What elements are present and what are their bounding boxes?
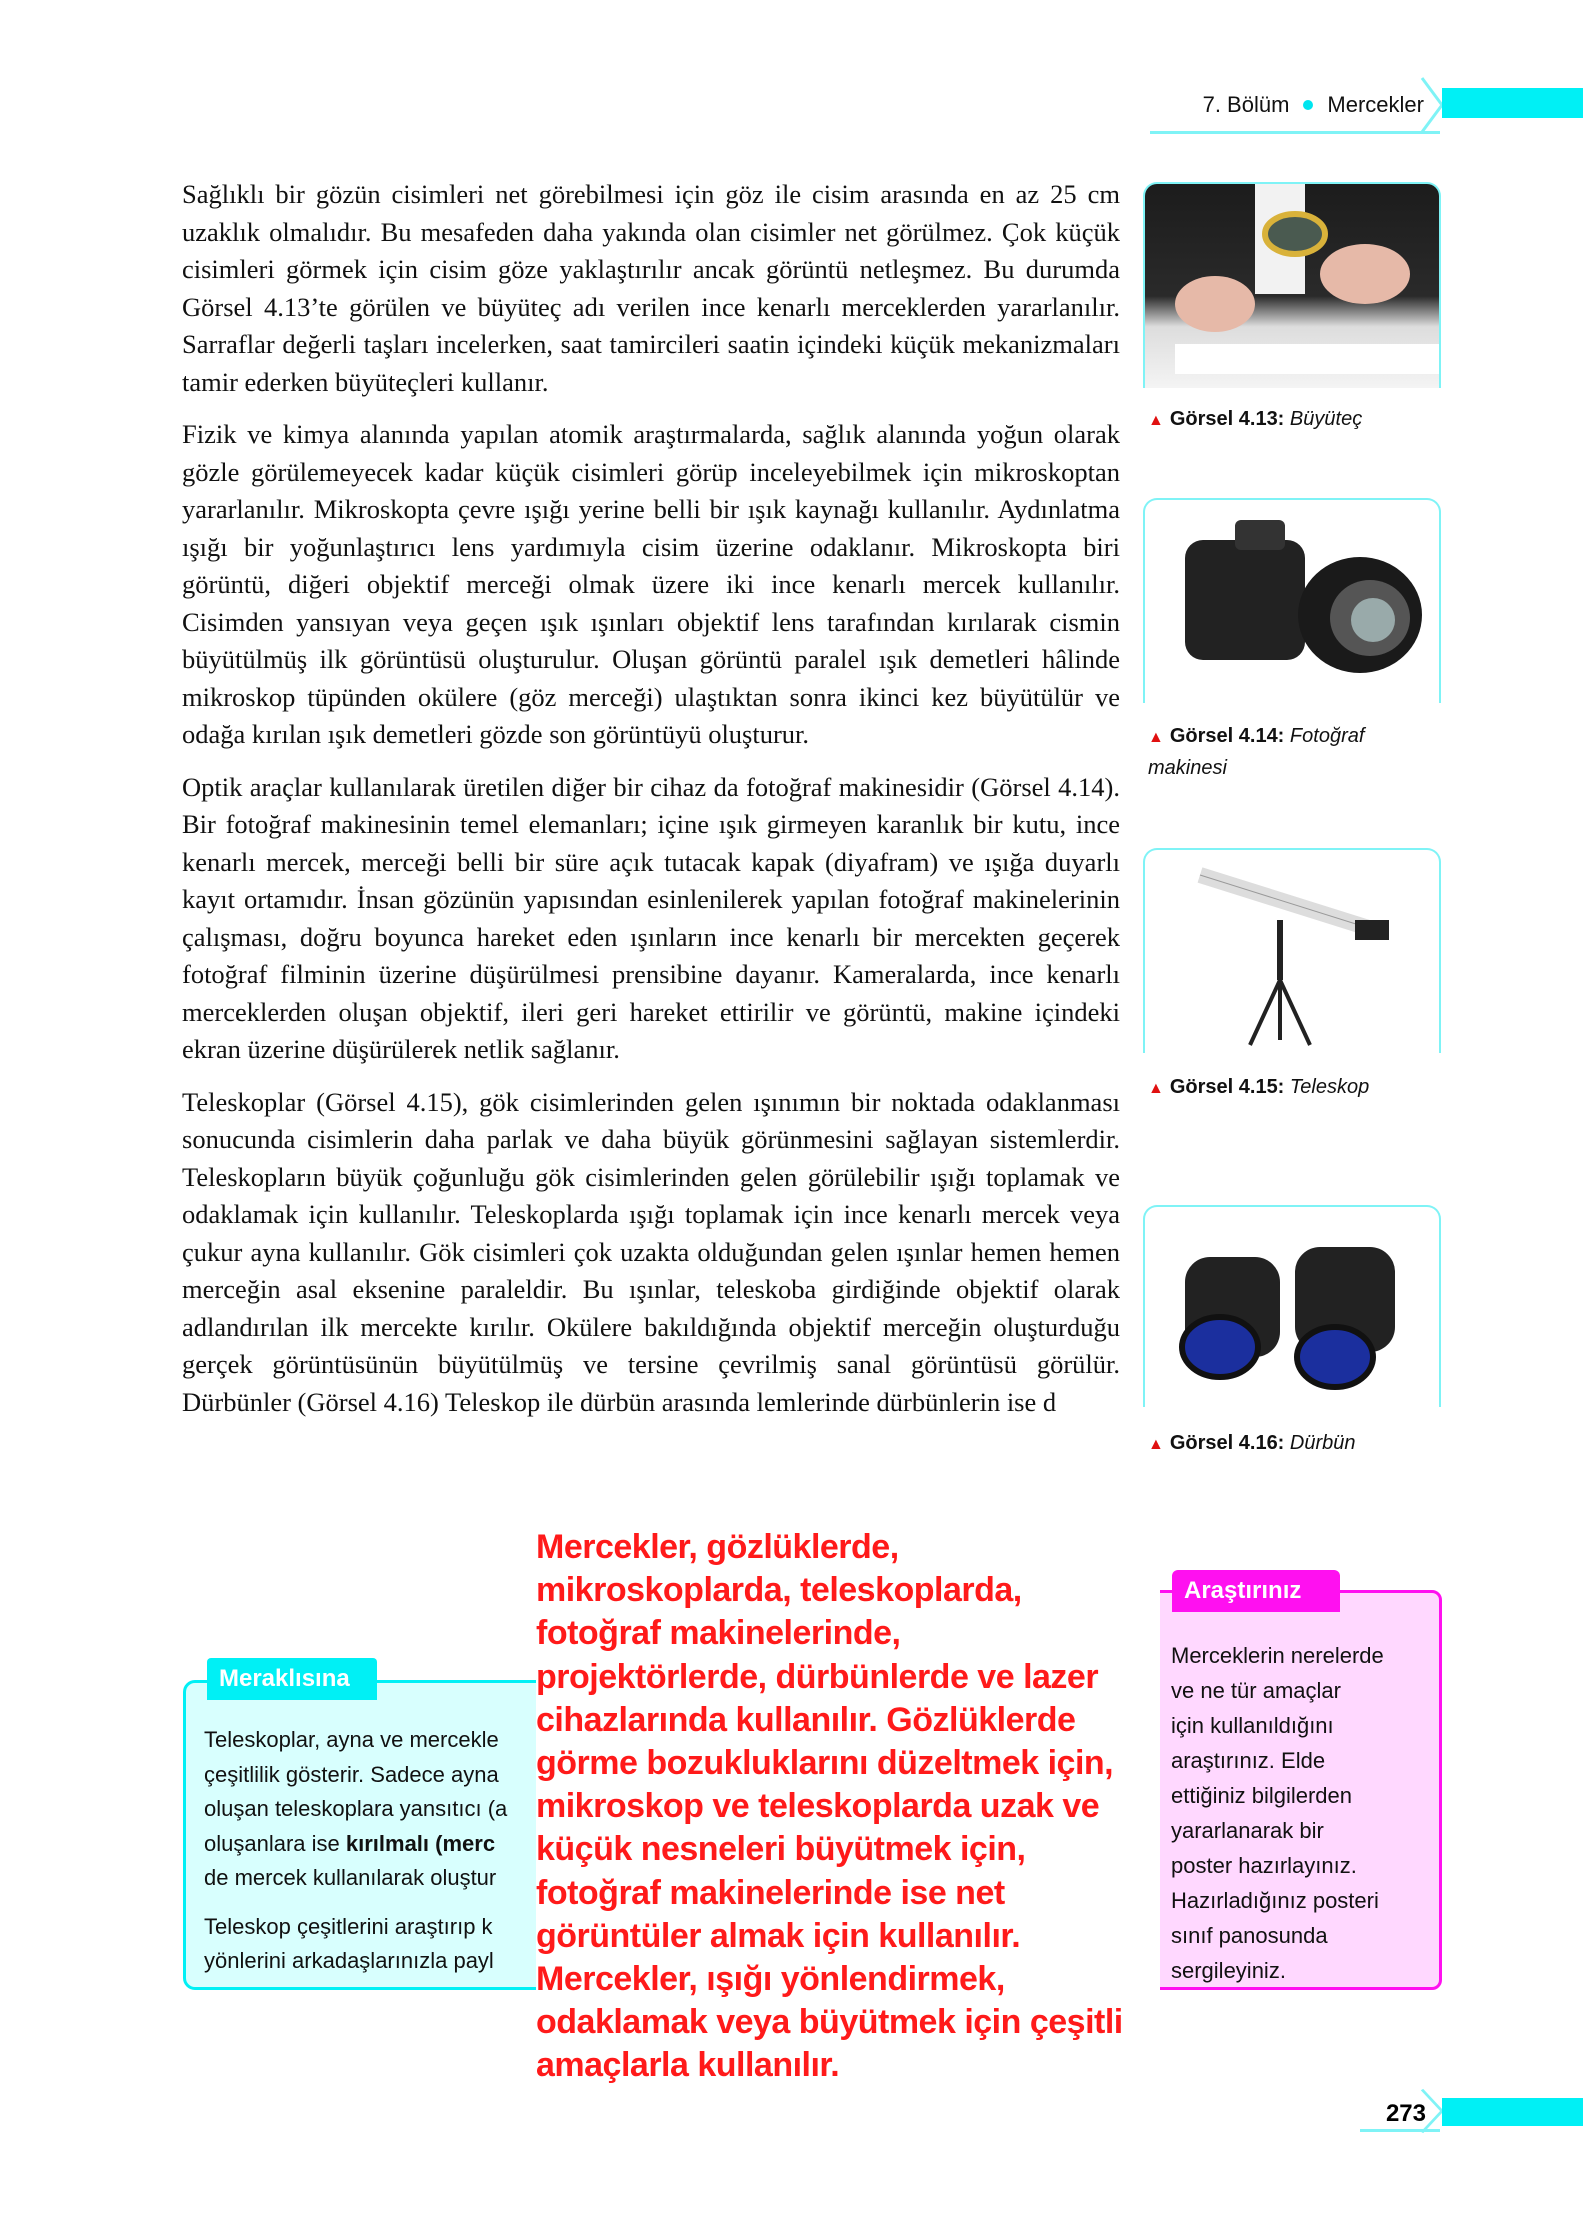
header-accent-bar bbox=[1442, 88, 1583, 118]
box-line: oluşanlara ise kırılmalı (merc bbox=[204, 1830, 496, 1856]
figure-magnifier-image bbox=[1143, 182, 1441, 388]
arastiriniz-box bbox=[1150, 1590, 1442, 1990]
overlay-line: küçük nesneleri büyütmek için, bbox=[536, 1830, 1026, 1869]
box-line: de mercek kullanılarak oluştur bbox=[204, 1865, 497, 1890]
paragraph: Optik araçlar kullanılarak üretilen diğer bir cihaz da fotoğraf makinesidir (Görsel 4.14). Bir fotoğraf makinesinin temel elemanları; içine ışık girmeyen karanlık bir kutu, ince kenarlı mercek, merceği belli bir süre açık tutacak kapak (diyafram) ve ışığa duyarlı kayıt ortamıdır. İnsan gözünün yapısından esinlenilerek yapılan fotoğraf makinelerinin çalışması, doğru boyunca hareket eden ışınların ince kenarlı bir mercekten geçerek fotoğraf filminin üzerine düşürülmesi prensibine dayanır. Kameralarda, ince kenarlı merceklerden oluşan objektif, ileri geri hareket ettirilir ve görüntü, makine içindeki ekran üzerine düşürülerek netlik sağlanır. bbox=[182, 771, 1120, 1064]
overlay-line: projektörlerde, dürbünlerde ve lazer bbox=[536, 1657, 1099, 1696]
box-line: ettiğiniz bilgilerden bbox=[1171, 1783, 1352, 1808]
chapter-header bbox=[1150, 78, 1440, 134]
figure-caption: ▲ Görsel 4.14: Fotoğraf makinesi bbox=[1148, 725, 1365, 779]
triangle-icon: ▲ bbox=[1148, 1436, 1164, 1453]
box-line: yararlanarak bir bbox=[1171, 1818, 1324, 1843]
box-line: Teleskop çeşitlerini araştırıp k bbox=[204, 1913, 493, 1939]
triangle-icon: ▲ bbox=[1148, 1080, 1164, 1097]
box-line: Merceklerin nerelerde bbox=[1171, 1643, 1384, 1668]
magnifier-icon bbox=[1145, 184, 1441, 388]
overlay-line: görüntüler almak için kullanılır. bbox=[536, 1916, 1021, 1955]
box-line: ve ne tür amaçlar bbox=[1171, 1678, 1341, 1703]
figure-caption: ▲ Görsel 4.15: Teleskop bbox=[1148, 1076, 1370, 1098]
box-line: sergileyiniz. bbox=[1171, 1958, 1286, 1983]
telescope-icon bbox=[1145, 850, 1441, 1053]
camera-icon bbox=[1145, 500, 1441, 703]
triangle-icon: ▲ bbox=[1148, 412, 1164, 429]
overlay-line: Mercekler, gözlüklerde, bbox=[536, 1528, 899, 1566]
box-line: oluşan teleskoplara yansıtıcı (a bbox=[204, 1796, 508, 1821]
box-line: poster hazırlayınız. bbox=[1171, 1853, 1357, 1878]
overlay-line: odaklamak veya büyütmek için çeşitli bbox=[536, 2003, 1123, 2042]
overlay-line: görme bozukluklarını düzeltmek için, bbox=[536, 1744, 1114, 1783]
summary-overlay bbox=[536, 1526, 1160, 2096]
box-line: Teleskoplar, ayna ve mercekle bbox=[204, 1727, 499, 1752]
footer-accent-bar bbox=[1442, 2098, 1583, 2126]
figure-binoculars-image bbox=[1143, 1205, 1441, 1407]
figure-caption: ▲ Görsel 4.16: Dürbün bbox=[1148, 1432, 1356, 1454]
figure-camera-image bbox=[1143, 498, 1441, 703]
page-number: 273 bbox=[1360, 2096, 1440, 2132]
paragraph: Fizik ve kimya alanında yapılan atomik araştırmalarda, sağlık alanında yoğun olarak gözle görülemeyecek kadar küçük cisimleri görüp inceleyebilmek için mikroskoptan yararlanılır. Mikroskopta çevre ışığı yerine belli bir ışık kaynağı kullanılır. Aydınlatma ışığı bir yoğunlaştırıcı lens yardımıyla cisim üzerine odaklanır. Mikroskopta biri görüntü, diğeri objektif merceği olmak üzere iki ince kenarlı mercek kullanılır. Cisimden yansıyan veya geçen ışık ışınları objektif lens tarafından kırılarak cismin büyütülmüş ilk görüntüsü oluşturulur. Oluşan görüntü paralel ışık demetleri hâlinde mikroskop tüpünden okülere (göz merceği) ulaştıktan sonra ikinci kez büyütülür ve odağa kırılan ışık demetleri gözde son görüntüyü oluşturur. bbox=[182, 419, 1120, 749]
box-line: için kullanıldığını bbox=[1171, 1713, 1334, 1738]
box-line: araştırınız. Elde bbox=[1171, 1748, 1326, 1773]
box-line: Hazırladığınız posteri bbox=[1171, 1888, 1379, 1913]
overlay-line: fotoğraf makinelerinde, bbox=[536, 1614, 901, 1653]
binoculars-icon bbox=[1145, 1207, 1441, 1407]
overlay-line: mikroskop ve teleskoplarda uzak ve bbox=[536, 1787, 1100, 1826]
meraklisina-box bbox=[183, 1680, 583, 1990]
overlay-line: fotoğraf makinelerinde ise net bbox=[536, 1873, 1005, 1912]
figure-caption: ▲ Görsel 4.13: Büyüteç bbox=[1148, 408, 1363, 430]
paragraph: Teleskoplar (Görsel 4.15), gök cisimlerinden gelen ışınımın bir noktada odaklanması sonucunda cisimlerin daha parlak ve daha büyük görünmesini sağlayan sistemlerdir. Teleskopların büyük çoğunluğu gök cisimlerinden gelen görülebilir ışığı toplamak ve odaklamak için kullanılır. Teleskoplarda ışığı toplamak için ince kenarlı mercek veya çukur ayna kullanılır. Gök cisimleri çok uzakta olduğundan gelen ışınlar hemen hemen merceğin asal eksenine paraleldir. Bu ışınlar, teleskoba girdiğinde objektif olarak adlandırılan ilk mercekte kırılır. Okülere bakıldığında objektif merceğin oluşturduğu gerçek görüntüsünün büyütülmüş ve tersine çevrilmiş sanal görüntüsü görülür. Dürbünler (Görsel 4.16) Teleskop ile dürbün arasında lemlerinde dürbünlerin ise d bbox=[182, 1086, 1120, 1417]
box-line: yönlerini arkadaşlarınızla payl bbox=[204, 1948, 494, 1973]
paragraph: Sağlıklı bir gözün cisimleri net görebilmesi için göz ile cisim arasında en az 25 cm uzaklık olmalıdır. Bu mesafeden daha yakında olan cisimler net görülmez. Çok küçük cisimleri görmek için cisim göze yaklaştırılır ancak görüntü netleşmez. Bu durumda Görsel 4.13’te görülen ve büyüteç adı verilen ince kenarlı merceklerden yararlanılır. Sarraflar değerli taşları incelerken, saat tamircileri saatin içindeki küçük mekanizmaları tamir ederken büyüteçleri kullanır. bbox=[182, 179, 1120, 397]
overlay-line: amaçlarla kullanılır. bbox=[536, 2046, 840, 2085]
overlay-line: Mercekler, ışığı yönlendirmek, bbox=[536, 1960, 1005, 1999]
arastiriniz-title: Araştırınız bbox=[1172, 1570, 1340, 1612]
chapter-topic: Mercekler bbox=[1327, 91, 1424, 117]
main-text bbox=[182, 176, 1120, 1436]
triangle-icon: ▲ bbox=[1148, 729, 1164, 746]
meraklisina-title: Meraklısına bbox=[207, 1658, 377, 1700]
chapter-number: 7. Bölüm bbox=[1202, 91, 1290, 117]
box-line: çeşitlilik gösterir. Sadece ayna bbox=[204, 1761, 499, 1787]
overlay-line: cihazlarında kullanılır. Gözlüklerde bbox=[536, 1700, 1076, 1739]
box-line: sınıf panosunda bbox=[1171, 1923, 1328, 1948]
overlay-line: mikroskoplarda, teleskoplarda, bbox=[536, 1571, 1022, 1610]
figure-telescope-image bbox=[1143, 848, 1441, 1053]
bullet-icon bbox=[1303, 100, 1313, 110]
